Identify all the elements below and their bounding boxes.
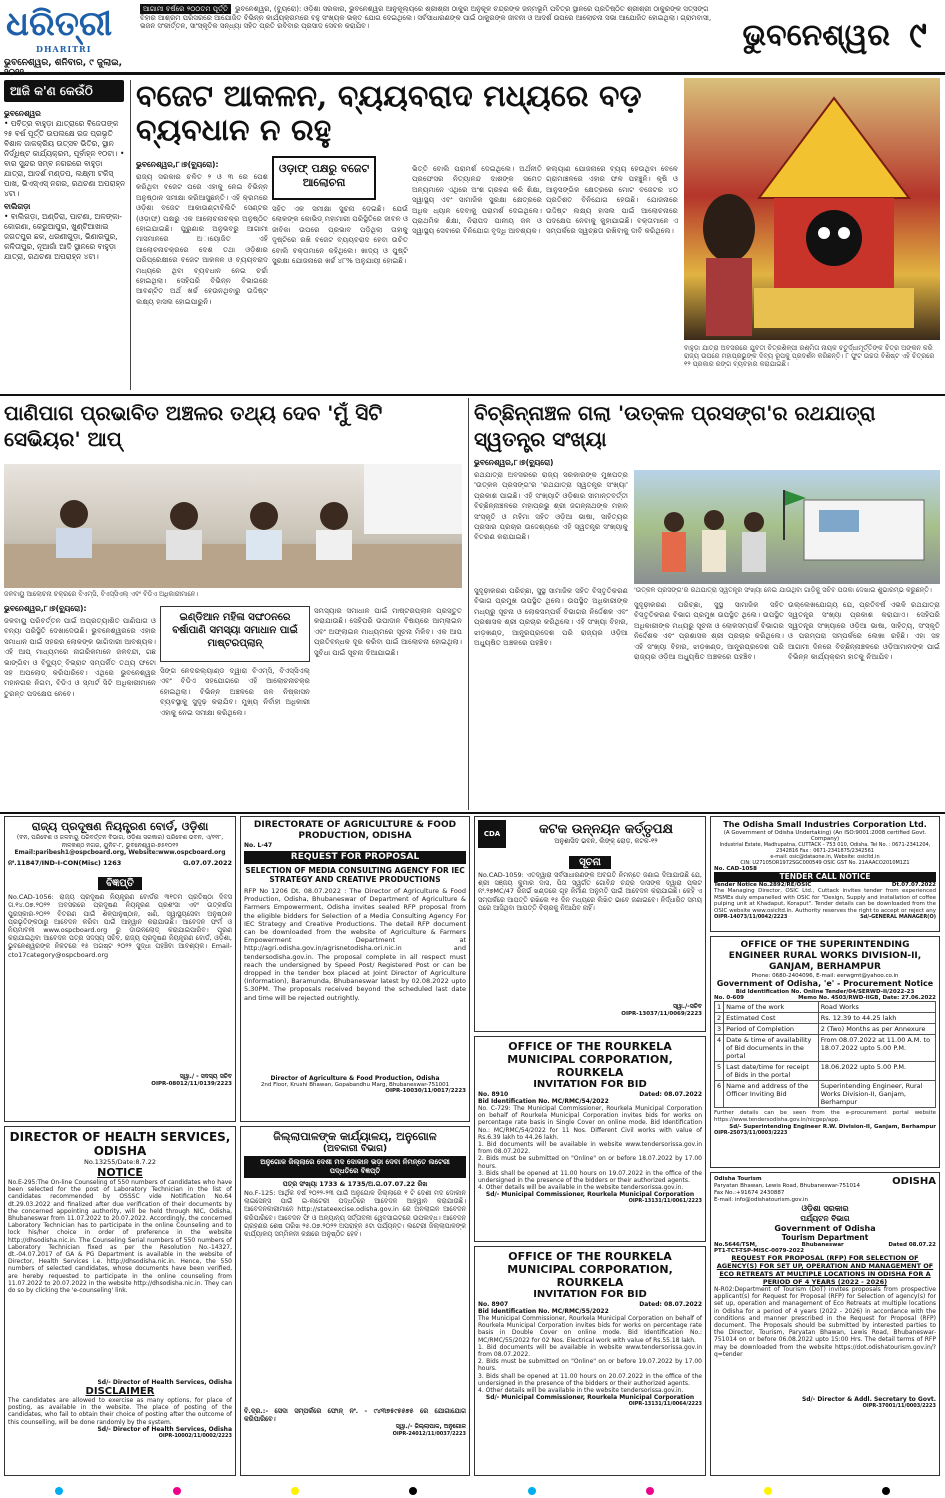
cda-logo: CDA — [478, 820, 506, 848]
osic-tender-no: Tender Notice No.2892/RE/OSIC — [714, 882, 812, 888]
masthead-rule — [0, 72, 945, 75]
story3-dateline: ଭୁବନେଶ୍ୱର,୮।୭(ବ୍ୟୁରୋ) — [474, 458, 554, 467]
flagoff-photo — [634, 470, 940, 584]
se-table-cell: Rs. 12.39 to 44.25 lakh — [818, 1013, 935, 1024]
osic-cin: CIN: U27105OR1972SGC000549 OSIC GST No. 21AAACO2010M1Z1 — [740, 860, 910, 866]
agri-bar: REQUEST FOR PROPOSAL — [244, 851, 466, 864]
ad-rourkela-1 — [474, 1036, 706, 1242]
rmc1-item: 4. Other details will be available in the website tendersorissa.gov.in. — [478, 1184, 684, 1192]
tourism-logo: ODISHA — [892, 1176, 936, 1187]
ospcb-address: (ବନ, ପରିବେଶ ଓ ଜଳବାୟୁ ପରିବର୍ତ୍ତନ ବିଭାଗ, ଓଡ଼ିଶା ସରକାର) ପରିବେଶ ଭବନ, ଏ/୧୧୮, ନୀଳକଣ୍ଠ ନଗର, ୟୁନିଟ-୮, ଭୁବନେଶ୍ୱର-୭୫୧୦୧୨ — [16, 834, 224, 849]
aaji-column — [4, 106, 126, 388]
aaji-city2-text: • ବାଲିଗଡ଼ା, ଅଣ୍ଡିରା, ପାଟଣା, ଅଳଙ୍କା-କୋରଣା, କେରୁଆପୁର, ଖୁଣ୍ଟିଆଖାଇ ଜଗତପୁର ଛକ, ଧରଣୀଗୁଡ଼ା, ଭିଣାରପୁର, କଳିତାପୁର, ନୂଆଗାଁ ଆଦି ସ୍ଥାନରେ ବାହୁଡ଼ା ଯାତ୍ରା, ରଥଚଣା ଅପରାହ୍ନ ୪ଟା। — [4, 212, 122, 261]
rmc1-oipr: OIPR-13131/11/0061/2223 — [628, 1198, 702, 1205]
story3-col1: ରଥଯାତ୍ରା ଅବସରରେ ରାଜ୍ୟ ସରକାରଙ୍କ ମୁଖପତ୍ର 'ଉତ୍କଳ ପ୍ରସଙ୍ଗ'ର 'ରଥଯାତ୍ରା ସ୍ୱତନ୍ତ୍ର ସଂଖ୍ୟା' ପ୍ରକାଶ ପାଇଛି। ଏହି ସଂଖ୍ୟାଟି ଓଡ଼ିଶାର ସୀମାନ୍ତବର୍ତ୍ତୀ ବିଚ୍ଛିନ୍ନାଞ୍ଚଳରେ ମହାପ୍ରଭୁ ଶ୍ରୀ ଜଗନ୍ନାଥଙ୍କ ମହାନ୍ ସଂସ୍କୃତି ଓ ମହିମା ସହିତ ଓଡ଼ିଆ ଭାଷା, ସାହିତ୍ୟର ପ୍ରସାର ପ୍ରଚାର ଉଦ୍ଦେଶ୍ୟରେ ଏହି ସ୍ୱତନ୍ତ୍ର ସଂଖ୍ୟାକୁ ବିତରଣ କରାଯାଇଛି। — [474, 470, 628, 542]
reg-mark — [173, 1487, 181, 1495]
se-table-row — [715, 1002, 936, 1013]
reg-mark — [764, 1487, 772, 1495]
osic-no: No. CAD-1058 — [714, 866, 757, 872]
agri-oipr: OIPR-10030/11/0017/2223 — [385, 1088, 466, 1094]
logo-sub: DHARITRI — [36, 44, 92, 54]
tourism-odia-sub: ପର୍ଯ୍ୟଟନ ବିଭାଗ — [800, 1214, 850, 1223]
tourism-org: Odisha Tourism — [714, 1176, 762, 1182]
story2-body3: ସମସ୍ୟାର ସମାଧାନ ପାଇଁ ମାଷ୍ଟରପ୍ଲାନ ପ୍ରସ୍ତୁତ କରାଯାଉଛି। ସେହିପରି ଉପାଦାନ ବିଷୟରେ ଆମ୍‌ଲାଇନ ଏବଂ ଅଫ୍‌ଲାଇନ ମାଧ୍ୟମରେ ସୂଚନା ମିଳିବ। ଏକ ଆପ ପ୍ରତିବନ୍ଧକ ଦୂର କରିବା ପାଇଁ ଆଲୋଚନା ହୋଇଥିଲା। ସୁବିଧା ପାଇଁ ସୂଚନା ଦିଆଯାଇଛି। — [314, 606, 462, 657]
story2-dateline: ଭୁବନେଶ୍ୱର,୮।୭(ବ୍ୟୁରୋ): — [4, 604, 87, 613]
excise-oipr: OIPR-24012/11/0037/2223 — [392, 1431, 466, 1438]
rmc2-body: The Municipal Commissioner, Rourkela Municipal Corporation on behalf of Rourkela Municipal Corporation invites bids for works on percentage rate basis in Double Cover on online mode. Bid Identification No.: MC/RMC/55/2022 for 02 Nos. Electrical work with value of Rs.55.18 lakh. — [478, 1315, 702, 1344]
se-table-cell: Superintending Engineer, Rural Works Division-II, Ganjam, Berhampur — [818, 1081, 935, 1108]
rmc2-title: OFFICE OF THE ROURKELA MUNICIPAL CORPORATION, ROURKELA — [507, 1250, 673, 1289]
rmc1-item: 3. Bids shall be opened at 11.00 hours on 19.07.2022 in the office of the undersigned in the presence of the bidders or their authorized agents. — [478, 1169, 702, 1185]
rmc2-no: No. 8907 — [478, 1301, 509, 1308]
logo-text: ଧରିତ୍ରୀ — [6, 4, 113, 44]
agri-subtitle: SELECTION OF MEDIA CONSULTING AGENCY FOR IEC STRATEGY AND CREATIVE PRODUCTIONS — [245, 866, 465, 884]
ospcb-sign: ସ୍ୱା./ - ସଦସ୍ୟ ସଚିବ — [179, 1073, 232, 1081]
se-foot: Further details can be seen from the e-procurement portal website https://www.tendersodisha.gov.in/nicgep/app. — [714, 1110, 936, 1123]
se-bid-id: Bid Identification No. Online Tender/04/SERWD-II/2022-23 — [735, 989, 915, 995]
rmc1-no: No. 8910 — [478, 1091, 509, 1098]
meeting-illustration — [4, 464, 462, 588]
registration-marks — [0, 1484, 945, 1498]
se-table-cell: 1 — [715, 1002, 724, 1013]
aaji-city2: ବାଲିଗଡ଼ା — [4, 202, 31, 211]
ospcb-oipr: OIPR-08012/11/0139/2223 — [151, 1081, 232, 1088]
tourism-fax: Fax No.:+91674 2430887 — [714, 1190, 785, 1196]
cda-address: ଅନୁଶାସିଦ ଭବନ, ଲିଙ୍କ୍ ରୋଡ଼, କଟକ-୧୨ — [554, 837, 658, 845]
tourism-ref: PT1-TCT-TSP-MISC-0079-2022 — [714, 1248, 805, 1254]
se-table-row — [715, 1081, 936, 1108]
ad-health-services — [4, 1126, 236, 1476]
se-sign: Sd/- Superintending Engineer R.W. Division-II, Ganjam, Berhampur — [729, 1124, 936, 1130]
ospcb-title: ରାଜ୍ୟ ପ୍ରଦୂଷଣ ନିୟନ୍ତ୍ରଣ ବୋର୍ଡ, ଓଡ଼ିଶା — [31, 820, 209, 833]
lead-col4: କଲ୍ୟାଣ ଯୋଜନାରେ ବ୍ୟୟ ହେଉଥିବା ବେଳେ ଗ୍ରାମାଞ୍ଚଳରେ ଏହାର ଫଳ ପହଞ୍ଚୁନି। କୃଷି ଓ ଆନୁସଙ୍ଗିକ କ୍ଷେତ୍ରରେ ମୋଟ ବଜେଟର ୪୦ ପ୍ରତିଶତ ବିନିଯୋଗ ହେଉଛି। ଯୋଜନାରେ ଉଦ୍ଦିଷ୍ଟ ଲକ୍ଷ୍ୟ ହାସଲ ପାଇଁ ଆଲୋଚନାରେ ପଦକ୍ଷେପ ନେବାକୁ କୁହାଯାଇଛି। ବକ୍ତାମାନେ ଏ ସମ୍ପର୍କରେ ସ୍ୱଚ୍ଛତା ରଖିବାକୁ ଦାବି କରିଥିଲେ। — [546, 164, 678, 236]
ad-rourkela-2 — [474, 1246, 706, 1476]
se-bar: Government of Odisha, 'e' - Procurement Notice — [716, 979, 934, 988]
ospcb-ref: ନଂ.11847/IND-I-CON(Misc) 1263 — [8, 859, 122, 868]
story2-body: ଜଳବାୟୁ ପରିବର୍ତ୍ତନ ପାଇଁ ଅପ୍ରତ୍ୟାଶିତ ପାଣିପାଗ ଓ ବନ୍ୟା ପରିସ୍ଥିତି ଦେଖାଦେଉଛି। ଭୁବନେଶ୍ୱରରେ ଏହାର ସମାଧାନ ପାଇଁ ସହରର ଲୋକଙ୍କ ଭାଗିଦାରୀ ଆବଶ୍ୟକ। ଏହି ଆପ୍ ମାଧ୍ୟମରେ ନାଗରିକମାନେ ଜଳବନ୍ଦୀ, ଗଛ ଭାଙ୍ଗିବା ଓ ବିଦ୍ୟୁତ୍ ବିଭ୍ରାଟ ସମ୍ପର୍କିତ ତଥ୍ୟ ଫଟୋ ସହ ଅପଲୋଡ୍ କରିପାରିବେ। ଏଥିରେ ଭୁବନେଶ୍ୱର ମହାନଗର ନିଗମ, ବିଡିଏ ଓ ସ୍ମାର୍ଟ ସିଟି ଅଧିକାରୀମାନେ ତୁରନ୍ତ ପଦକ୍ଷେପ ନେବେ। — [4, 616, 156, 698]
ad-ospcb — [4, 816, 236, 1122]
rathajatra-painting-photo — [684, 78, 940, 340]
rmc2-item: 1. Bid documents will be available in website www.tendersorissa.gov.in from 08.07.2022. — [478, 1343, 702, 1359]
divider — [0, 394, 945, 396]
tourism-en-title: Government of Odisha — [774, 1224, 876, 1233]
agri-sign: Director of Agriculture & Food Production, Odisha — [270, 1075, 440, 1082]
se-table-cell: 5 — [715, 1062, 724, 1081]
rmc2-item: 2. Bids must be submitted on "Online" on or before 19.07.2022 by 17.00 hours. — [478, 1358, 702, 1373]
osic-bar: TENDER CALL NOTICE — [714, 872, 936, 882]
se-table-row — [715, 1013, 936, 1024]
story3-col3: ଉଲ୍ଲେଖଯୋଗ୍ୟ ଯେ, ପ୍ରତିବର୍ଷ ଏଭଳି ରଥଯାତ୍ରା ସ୍ୱତନ୍ତ୍ର ସଂଖ୍ୟା ପ୍ରକାଶ କରାଯାଏ। ସେହିପରି ସ୍ୱତନ୍ତ୍ର ସଂଖ୍ୟାରେ ଓଡ଼ିଆ ଭାଷା, ସାହିତ୍ୟ, ସଂସ୍କୃତି ଓ ପରମ୍ପରା ସମ୍ପର୍କରେ ଲେଖା ରହିଛି। ଏହା ସହ ଆଗାମୀ ଦିନରେ ବିଚ୍ଛିନ୍ନାଞ୍ଚଳରେ ଓଡ଼ିଆମାନଙ୍କ ପାଇଁ ବିଭିନ୍ନ କାର୍ଯ୍ୟକ୍ରମ ହାତକୁ ନିଆଯିବ। — [788, 600, 940, 662]
se-table-cell: 3 — [715, 1024, 724, 1035]
flagoff-illustration — [634, 470, 940, 584]
tourism-heading: REQUEST FOR PROPOSAL (RFP) FOR SELECTION OF AGENCY(S) FOR SET UP, OPERATION AND MANAGEMENT OF ECO RETREATS AT MULTIPLE LOCATIONS IN ODISHA FOR A PERIOD OF 4 YEARS (2022 - 2026) — [716, 1254, 934, 1286]
cda-title: କଟକ ଉନ୍ନୟନ କର୍ତ୍ତୃପକ୍ଷ — [538, 822, 674, 837]
se-table-cell: 2 (Two) Months as per Annexure — [818, 1024, 935, 1035]
rmc2-item: 3. Bids shall be opened at 11.00 hours on 20.07.2022 in the office of the undersigned in the presence of the bidders or their authorized agents. — [478, 1372, 702, 1387]
strip-tag: ଆଗାମୀ ବର୍ଷରେ ୨୦୦ତମ ପୂର୍ତ୍ତି — [140, 4, 231, 14]
divider — [0, 812, 945, 814]
se-table-row — [715, 1035, 936, 1062]
se-table-cell: Estimated Cost — [724, 1013, 819, 1024]
excise-ref: ପତ୍ର ସଂଖ୍ୟା 1733 & 1735/ଅ.ଗ.07.07.22 ରିଖ — [282, 1180, 428, 1188]
ad-tourism — [710, 1172, 940, 1476]
rmc1-sign: Sd/- Municipal Commissioner, Rourkela Municipal Corporation — [485, 1191, 695, 1199]
se-table-row — [715, 1024, 936, 1035]
reg-mark — [409, 1487, 417, 1495]
reg-mark — [291, 1487, 299, 1495]
painting-caption: ବାହୁଡ଼ା ଯାତ୍ରା ଅବସରରେ ଯୁବତୀ ଚିତ୍ରଶିଳ୍ପୀ ରଶ୍ମିତା ନାୟକ ଚତୁର୍ଦ୍ଧାମୂର୍ତ୍ତିଙ୍କ ଚିତ୍ର ଅଙ୍କନ କରି ରାଜ୍ୟ ଉପରେ ମହାପ୍ରଭୁଙ୍କ ଦିବ୍ୟ ରୂପକୁ ପ୍ରଦର୍ଶନ କରିଛନ୍ତି। ୮ ଫୁଟ ଉଚ୍ଚତା ବିଶିଷ୍ଟ ଏହି ଚିତ୍ରରେ ୧୨ ପ୍ରକାର ରଙ୍ଗ ବ୍ୟବହାର କରାଯାଇଛି। — [684, 344, 935, 368]
reg-mark — [882, 1487, 890, 1495]
tourism-place: Bhubaneswar — [801, 1242, 844, 1248]
tourism-address: Paryatan Bhawan, Lewis Road, Bhubaneswar-751014 — [714, 1183, 860, 1189]
lead-col1: ରାଜ୍ୟ ସରକାର ଚଳିତ ୨ ଓ ୩ ରେ ପେଶ କରିଥିବା ବଜେଟ ପରେ ଏହାକୁ ନେଇ ବିଭିନ୍ନ ଅନୁଷ୍ଠାନ ସମୀକ୍ଷା କରିଆସୁଛନ୍ତି। ଏହି କ୍ରମରେ ଓଡ଼ିଶା ବଜେଟ ଆକାଉଣ୍ଟାବିଲିଟି ସେଣ୍ଟର (ଓଡ଼ାଫ୍) ପକ୍ଷରୁ ଏକ ଆଲୋଚନାଚକ୍ର ଅନୁଷ୍ଠିତ ହୋଇଯାଇଛି। ପୁରୁଣାର ଅନୁଭବରୁ ଆଗାମୀ ମାସମାନରେ ଅାୟୋଜିତ ଏହି ଆଲୋଚନାଚକ୍ରରେ ଦେଶ ତଥା ଓଡ଼ିଶାର ପରିପ୍ରେକ୍ଷୀରେ ବଜେଟ ଆକଳନ ଓ ବ୍ୟୟବରାଦ ମଧ୍ୟରେ ଥିବା ବ୍ୟବଧାନ ନେଇ ଚର୍ଚ୍ଚା ହୋଇଥିଲା। ସେହିପରି ବିଭିନ୍ନ ବିଭାଗରେ ଆବଣ୍ଟିତ ଅର୍ଥ ଖର୍ଚ୍ଚ ହେଉନଥିବାରୁ ଉଦ୍ଦିଷ୍ଟ ଲକ୍ଷ୍ୟ ହାସଲ ହୋଇପାରୁନି। — [136, 172, 268, 306]
dhs-title: DIRECTOR OF HEALTH SERVICES, ODISHA — [9, 1130, 231, 1158]
agri-title: DIRECTORATE OF AGRICULTURE & FOOD PRODUCTION, ODISHA — [253, 820, 457, 841]
se-memo: Memo No. 4503/RWD-IIGB, Date: 27.06.2022 — [798, 995, 936, 1001]
osic-title: The Odisha Small Industries Corporation Ltd. — [723, 820, 927, 829]
rmc1-item: 1. Bid documents will be available in website www.tendersorissa.gov.in from 08.07.2022. — [478, 1141, 702, 1156]
page-number: ୯ — [909, 15, 927, 56]
se-no: No. 0-609 — [714, 995, 744, 1001]
excise-body: No.F-125: ଆର୍ଥିକ ବର୍ଷ ୨୦୨୨-୨୩ ପାଇଁ ଅନୁଗୋଳ ଜିଲ୍ଲାରେ ୧ ଟି ଦେଶୀ ମଦ ଦୋକାନ ଲାଇସେନ୍ସ ପାଇଁ ଇ-ଲଟେରୀ ପଦ୍ଧତିରେ ଆବେଦନ ଆହ୍ୱାନ କରାଯାଉଛି। ଆବେଦନକାରୀମାନେ http://stateexcise.odisha.gov.in ରେ ଅନଲାଇନ ଆବେଦନ କରିପାରିବେ। ଆବେଦନ ଫି ଓ ଅନ୍ୟାନ୍ୟ ସର୍ତ୍ତାବଳୀ ୱେବସାଇଟରେ ଉପଲବ୍ଧ। ଆବେଦନ ଗ୍ରହଣର ଶେଷ ତାରିଖ ୨୫.୦୭.୨୦୨୨ ଅପରାହ୍ନ ୫ଟା ପର୍ଯ୍ୟନ୍ତ। ଲଟେରୀ ଜିଲ୍ଲାପାଳଙ୍କ କାର୍ଯ୍ୟାଳୟ ସମ୍ମିଳନୀ କକ୍ଷରେ ଅନୁଷ୍ଠିତ ହେବ। — [244, 1189, 466, 1239]
tourism-oipr: OIPR-37001/11/0003/2223 — [862, 1403, 936, 1409]
aaji-city1: ଭୁବନେଶ୍ୱର — [4, 109, 41, 118]
osic-tender-date: Dt.07.07.2022 — [891, 882, 936, 888]
rmc2-item: 4. Other details will be available in the website tendersorissa.gov.in. — [478, 1387, 684, 1395]
top-strip — [140, 4, 720, 68]
dhs-ref: No.13255/Date:8.7.22 — [83, 1158, 157, 1166]
meeting-photo — [4, 464, 462, 588]
se-table-cell: 6 — [715, 1081, 724, 1108]
cda-sign: ସ୍ୱା./-ସଚିବ — [672, 1003, 702, 1010]
rmc1-bid-id: Bid Identification No. MC/RMC/54/2022 — [478, 1098, 609, 1105]
story3-photo-caption: 'ଉତ୍କଳ ପ୍ରସଙ୍ଗ'ର ରଥଯାତ୍ରା ସ୍ୱତନ୍ତ୍ର ସଂଖ୍ୟା ନେଇ ଯାଉଥିବା ଗାଡ଼ିକୁ ସଚିବ ପତାକା ଦେଖାଇ ଶୁଭାରମ୍ଭ କରୁଛନ୍ତି। — [634, 586, 932, 594]
se-table-cell: 18.06.2022 upto 5.00 P.M. — [818, 1062, 935, 1081]
osic-address: Industrial Estate, Madhupatna, CUTTACK - 753 010, Odisha. Tel No. : 0671-2341204, 2342816 Fax : 0671-2341875/2342561 — [719, 842, 931, 854]
lead-col3: ଭିତ୍ତି ବୋଲି ପରାମର୍ଶ ଦେଇଥିଲେ। ଅର୍ଥନୀତି ପ୍ରଫେସର ନିତ୍ୟାନନ୍ଦ ଦାଶଙ୍କ ସମେତ ଅନ୍ୟମାନେ ଏଥିରେ ଅଂଶ ଗ୍ରହଣ କରି ଶିକ୍ଷା, ସ୍ୱାସ୍ଥ୍ୟ ଏବଂ ସାମାଜିକ ସୁରକ୍ଷା କ୍ଷେତ୍ରରେ ଅଧିକ ଧ୍ୟାନ ଦେବାକୁ ପରାମର୍ଶ ଦେଇଥିଲେ। ପ୍ରାଥମିକ ଶିକ୍ଷା, ନିରାପଦ ପାନୀୟ ଜଳ ଓ ସ୍ୱାସ୍ଥ୍ୟ ସେବାରେ ବିନିଯୋଗ ବୃଦ୍ଧି ଆବଶ୍ୟକ। — [412, 164, 542, 236]
rmc1-body: No. C-729: The Municipal Commissioner, Rourkela Municipal Corporation on behalf of Rourkela Municipal Corporation invites bids for works on percentage rate basis in Single Cover on online mode. Bid Identification No.: MC/RMC/54/2022 for 11 Nos. Different Civil works with value of Rs.6.39 lakh to 44.26 lakh. — [478, 1105, 702, 1141]
osic-sign: Sd/-GENERAL MANAGER(O) — [860, 914, 936, 920]
lead-col2: ସହିତ ଏକ ସମୀକ୍ଷା ସୁଚନା ଦେଇଛି। ଯେଉଁ ଲୋକଙ୍କ କୋଭିଡ୍ ମହାମାରୀ ପରିସ୍ଥିତିରେ ଜୀବନ ଓ ଜୀବିକା ଉପରେ ପ୍ରଭାବ ପଡ଼ିଥିଲା ତାହାକୁ ଦୃଷ୍ଟିରେ ରଖି ବଜେଟ ବ୍ୟୟବରାଦ ହେବା ଉଚିତ ବୋଲି ବକ୍ତାମାନେ କହିଥିଲେ। ଖାଦ୍ୟ ଓ ପୁଷ୍ଟି ସୁରକ୍ଷା ଯୋଜନାରେ ଖର୍ଚ୍ଚ ୪୮% ଅନୁଯାୟୀ ହୋଇଛି। — [272, 204, 408, 266]
ospcb-heading: ବିଜ୍ଞପ୍ତି — [98, 877, 142, 890]
tourism-body: N-R02:Department of Tourism (DoT) invites proposals from prospective applicant(s) for Request for Proposal (RFP) for Selection of agency(s) for set up, operation and management of Eco Retreats at multiple locations in Odisha for a period of 4 years (2022 - 2026) in accordance with the conditions and manner prescribed in the Request for Proposal (RFP) document. The Proposals should be submitted by interested parties to the Director, Tourism, Paryatan Bhawan, Lewis Road, Bhubaneswar-751014 on or before 06.08.2022 upto 15:00 Hrs. The detail terms of RFP may be downloaded from the website https://dot.odishatourism.gov.in/?q=tender — [714, 1286, 936, 1358]
agri-body: RFP No 1206 Dt. 08.07.2022 : The Director of Agriculture & Food Production, Odisha, Bhubaneswar of Department of Agriculture & Farmers Empowerment, Odisha invites sealed RFP proposal from the eligible bidders for Selection of a Media Consulting Agency For IEC Strategy and Creative Productions. The detail RFP document can be downloaded from the website of Agriculture & Farmers Empowerment Department at http://agri.odisha.gov.in/agrisnetodisha.ori.nic.in and tendersodisha.gov.in. The proposal complete in all respect must reach the undersigned by Speed Post/ Registered Post or can be dropped in the tender box placed at Joint Director of Agriculture (Information), Baramunda, Bhubaneswar latest by 02.08.2022 upto 5.30PM. The proposals received beyond the scheduled last date and time will be rejected outrightly. — [244, 887, 466, 1002]
rmc1-date: Dated: 08.07.2022 — [639, 1091, 702, 1098]
painting-illustration — [684, 78, 940, 340]
ad-superintending-engineer — [710, 936, 940, 1168]
dhs-sign1: Sd/- Director of Health Services, Odisha — [97, 1379, 232, 1386]
aaji-heading: ଆଜି କ'ଣ କେଉଁଠି — [4, 80, 124, 102]
rmc1-bar: INVITATION FOR BID — [533, 1079, 647, 1090]
agri-no: No. L-47 — [244, 842, 273, 849]
rmc2-bar: INVITATION FOR BID — [533, 1289, 647, 1300]
dhs-disclaimer-heading: DISCLAIMER — [85, 1386, 155, 1397]
story2-body2: ସିଙ୍ଗ ନେଦରଲ୍ୟାଣ୍ଡ ଦ୍ୱାରା ବିଏମ୍‌ସି, ବିଏସ୍‌ସିଏଲ୍ ଏବଂ ବିଡିଏ ସହଯୋଗରେ ଏହି ଆଲୋଚନାଚକ୍ର ହୋଇଥିଲା। ବିଭିନ୍ନ ଅଞ୍ଚଳରେ ଜଳ ନିଷ୍କାସନ ବ୍ୟବସ୍ଥାକୁ ସୁଦୃଢ଼ କରାଯିବ। ମୁଖ୍ୟ ନିର୍ବାହୀ ଅଧିକାରୀ ଏହାକୁ ନେଇ ସମୀକ୍ଷା କରିଥିଲେ। — [160, 666, 310, 717]
story3-col2b: ସୁଦୃଢ଼ୀକରଣ ପରିଚ୍ଛା, ସୁସ୍ଥ ସାମାଜିକ ସହିତ ବିସ୍ତୃତିକରଣ ବିଭାଗ ପ୍ରମୁଖ ଉପସ୍ଥିତ ଥିଲେ। ଉପସ୍ଥିତ ଅଧିକାରୀଙ୍କ ମଧ୍ୟରୁ ସୂଚନା ଓ ଲୋକସମ୍ପର୍କ ବିଭାଗର ନିର୍ଦ୍ଦେଶକ ଏବଂ ପ୍ରଶାସକ ଶ୍ରୀ ପ୍ରଚାର କରିଥିଲେ। ଏହି ସଂଖ୍ୟା ବିହାର, ଝାଡ଼ଖଣ୍ଡ, ଆନ୍ଧ୍ରପ୍ରଦେଶ ପରି ରାଜ୍ୟର ଓଡ଼ିଆ ଅଧ୍ୟୁଷିତ ଅଞ୍ଚଳରେ ପହଞ୍ଚିବ। — [634, 600, 784, 662]
divider — [130, 80, 131, 390]
excise-title: ଜିଲ୍ଲାପାଳଙ୍କ କାର୍ଯ୍ୟାଳୟ, ଅନୁଗୋଳ — [273, 1130, 437, 1143]
tourism-sign: Sd/- Director & Addl. Secretary to Govt. — [801, 1396, 936, 1403]
se-oipr: OIPR-25073/11/0003/2223 — [714, 1130, 788, 1136]
reg-mark — [55, 1487, 63, 1495]
se-table — [714, 1001, 936, 1108]
tourism-no: No.5646/TSM, — [714, 1242, 758, 1248]
osic-subtitle: (A Government of Odisha Undertaking) (An ISO:9001:2008 certified Govt. Company) — [723, 830, 927, 842]
rmc2-date: Dated: 08.07.2022 — [639, 1301, 702, 1308]
dhs-heading: NOTICE — [97, 1166, 143, 1179]
se-table-cell: 4 — [715, 1035, 724, 1062]
osic-email: e-mail: osic@dataone.in, Website: osicltd.in — [770, 854, 880, 860]
story2-photo-caption: ଜଳବାୟୁ ଆଲୋଚନା ଚକ୍ରରେ ବିଏମ୍‌ସି, ବିଏସ୍‌ସିଏଲ୍ ଏବଂ ବିଡିଏ ଅଧିକାରୀମାନେ। — [4, 590, 199, 598]
rmc2-oipr: OIPR-13131/11/0064/2223 — [628, 1401, 702, 1408]
masthead-logo — [6, 4, 136, 56]
reg-mark — [646, 1487, 654, 1495]
tourism-en-sub: Tourism Department — [781, 1233, 869, 1242]
excise-note: ବି.ଦ୍ର.:- ସେଦା ସମ୍ପର୍କରେ ଫୋନ୍ ନଂ. - ୯୪୩୭୫୯୫୫୭୫ ରେ ଯୋଗାଯୋଗ କରିପାରିବେ। — [244, 1407, 466, 1424]
se-table-cell: Last date/time for receipt of Bids in the portal — [724, 1062, 819, 1081]
agri-address: 2nd Floor, Krushi Bhawan, Gopabandhu Marg, Bhubaneswar-751001 — [260, 1082, 450, 1088]
strip-text: ଭୁବନେଶ୍ୱର, (ବ୍ୟୁରୋ): ଓଡ଼ିଶା ସରକାର, ଭୁବନେଶ୍ୱର ଆନୁକୂଲ୍ୟରେ ଶ୍ରୀଶ୍ରୀ ଠାକୁର ଅନୁକୂଳ ଚନ୍ଦ୍ରଙ୍କ ଜନ୍ମଭୂମି ପବିତ୍ର ସ୍ଥାନରେ ପ୍ରତିଷ୍ଠିତ ଶ୍ରୀଶ୍ରୀ ଠାକୁରଙ୍କ ସତ୍ସଙ୍ଗ ବିହାର ଆଶ୍ରମ ପରିସରରେ ଆଯୋଜିତ ବିଭିନ୍ନ କାର୍ଯ୍ୟକ୍ରମରେ ବହୁ ସଂଖ୍ୟକ ଭକ୍ତ ଯୋଗ ଦେଇଥିଲେ। ସର୍ବସାଧାରଣଙ୍କ ପାଇଁ ଠାକୁରଙ୍କ ଜୀବନୀ ଓ ଆଦର୍ଶ ଉପରେ ଆଲୋଚନା ସଭା ଆଯୋଜିତ ହୋଇଥିଲା। ଗ୍ରାମବାସୀ, ଭଜନ ସଂକୀର୍ତ୍ତନ, ସାଂସ୍କୃତିକ ସନ୍ଧ୍ୟା ସହିତ ପ୍ରତି ରବିବାର ପ୍ରସାଦ ସେବନ କରାଯିବ। — [140, 5, 712, 31]
se-phone: Phone: 0680-2404096, E-mail: eerwgmt@yahoo.co.in — [751, 973, 899, 979]
story2-headline: ପାଣିପାଗ ପ୍ରଭାବିତ ଅଞ୍ଚଳର ତଥ୍ୟ ଦେବ 'ମୁଁ ସିଟି ସେଭିୟର' ଆପ୍ — [4, 401, 383, 451]
osic-body: The Managing Director, OSIC Ltd., Cuttack invites tender from experienced MSMEs duly empanelled with OSIC for "Design, Supply and installation of coffee pulping unit at Khadaput, Koraput". Tender details can be downloaded from the OSIC website www.osicltd.in. Authority reserves the right to accept or reject any — [714, 888, 936, 914]
excise-sign: ସ୍ୱା./- ଜିଲ୍ଲାପାଳ, ଅନୁଗୋଳ — [395, 1423, 466, 1431]
rmc2-bid-id: Bid Identification No. MC/RMC/55/2022 — [478, 1308, 609, 1315]
ad-osic — [710, 816, 940, 932]
rmc1-title: OFFICE OF THE ROURKELA MUNICIPAL CORPORATION, ROURKELA — [507, 1040, 673, 1079]
excise-subtitle: (ଅବକାରୀ ବିଭାଗ) — [322, 1144, 388, 1154]
se-table-cell: Date & time of availability of Bid documents in the portal — [724, 1035, 819, 1062]
dhs-body: No.E-295:The On-line Counseling of 550 numbers of candidates who have been selected for the post of Laboratory Technician in the list of candidates recommended by OSSSC vide Notification No.64 dt.29.03.2022 and finalized after due verification of their documents by the concerned appointing authority, will be held through NIC, Odisha, Bhubaneswar from 11.07.2022 to 20.07.2022. Accordingly, the concerned Laboratory Technician has to participate in the online Counseling and to lock his/her choice in order of preference in the website http://dhsodisha.nic.in. The Counseling Serial numbers of 550 numbers of Laboratory Technician fixed as per the Resolution No.-14327, dt.-04.07.2017 of GA & PG Department is available in the website of Director, Health Services i.e. http://dhsodisha.nic.in. Hence, the 550 numbers of selected candidates, whose documents have been verified, are hereby requested to participate in the online counseling from 11.07.2022 to 20.07.2022 in the website http://dhsodisha.nic.in. They can do so by clicking the 'e-counseling' link. — [8, 1179, 232, 1295]
ospcb-body: No.CAD-1056: ରାଜ୍ୟ ପ୍ରଦୂଷଣ ନିୟନ୍ତ୍ରଣ ବୋର୍ଡର ୩୧ତମ ପ୍ରତିଷ୍ଠା ଦିବସ ତା.୧୪.୦୭.୨୦୨୨ ଅବସରରେ ପ୍ରଦୂଷଣ ନିୟନ୍ତ୍ରଣ ପ୍ରଶଂସା ଏବଂ ଉତ୍କର୍ଷତା ପୁରସ୍କାର-୨୦୨୨ ବିତରଣ ପାଇଁ ଶିଳ୍ପାନୁଷ୍ଠାନ, ଖଣି, ସ୍ୱାସ୍ଥ୍ୟସେବା ଅନୁଷ୍ଠାନ ପ୍ରଭୃତିଙ୍କଠାରୁ ଆବେଦନ କରିବା ପାଇଁ ଆହ୍ୱାନ କରାଯାଉଛି। ଆବେଦନ ଫର୍ମ ଓ ନିୟମାବଳୀ www.ospcboard.org ରୁ ଡାଉନଲୋଡ୍ କରାଯାଇପାରିବ। ପୂରଣ କରାଯାଇଥିବା ଆବେଦନ ପତ୍ର ସଦସ୍ୟ ସଚିବ, ରାଜ୍ୟ ପ୍ରଦୂଷଣ ନିୟନ୍ତ୍ରଣ ବୋର୍ଡ, ଓଡ଼ିଶା, ଭୁବନେଶ୍ୱରଙ୍କ ନିକଟରେ ୧୫ ଅଗଷ୍ଟ ୨୦୨୨ ସୁଦ୍ଧା ପହଞ୍ଚିବା ଆବଶ୍ୟକ। Email- cto17category@ospcboard.org — [8, 893, 232, 959]
ospcb-ref-date: ତା.07.07.2022 — [183, 859, 232, 868]
cda-oipr: OIPR-13037/11/0069/2223 — [621, 1011, 702, 1017]
se-table-cell: Name and address of the Officer Inviting Bid — [724, 1081, 819, 1108]
ospcb-email: Email:paribesh1@ospcboard.org, Website:www.ospcboard.org — [14, 849, 226, 856]
section-title: ଭୁବନେଶ୍ୱର — [742, 18, 890, 53]
lead-subbox: ଓଡ଼ାଫ୍ ପକ୍ଷରୁ ବଜେଟ ଆଲୋଚନା — [272, 156, 376, 200]
cda-heading: ସୂଚନା — [569, 856, 611, 869]
se-title: OFFICE OF THE SUPERINTENDING ENGINEER RURAL WORKS DIVISION-II, GANJAM, BERHAMPUR — [728, 940, 922, 972]
rmc2-sign: Sd/- Municipal Commissioner, Rourkela Municipal Corporation — [485, 1394, 695, 1402]
se-table-cell: From 08.07.2022 at 11.00 A.M. to 18.07.2022 upto 5.00 P.M. — [818, 1035, 935, 1062]
story3-headline: ବିଚ୍ଛିନ୍ନାଞ୍ଚଳ ଗଲା 'ଉତ୍କଳ ପ୍ରସଙ୍ଗ'ର ରଥଯାତ୍ରା ସ୍ୱତନ୍ତ୍ର ସଂଖ୍ୟା — [474, 401, 876, 451]
osic-oipr: OIPR-14073/11/0042/2223 — [714, 914, 788, 920]
dhs-disclaimer-body: The candidates are allowed to exercise as many options, for place of posting, as available in the website. The place of posting of the candidates, who fail to obtain their choice of posting after the outcome of this counselling, will be done randomly by the system. — [8, 1397, 232, 1426]
se-table-cell: Name of the work — [724, 1002, 819, 1013]
reg-mark — [528, 1487, 536, 1495]
lead-dateline: ଭୁବନେଶ୍ୱର,୮।୭(ବ୍ୟୁରୋ): — [136, 160, 219, 169]
story2-boxed-title: ଇଣ୍ଡିଆନ ମହିଳା ସଙ୍ଘଠନରେ ବର୍ଷାପାଣି ସମସ୍ୟା ସମାଧାନ ପାଇଁ ମାଷ୍ଟରପ୍ଲାନ୍ — [160, 606, 310, 662]
divider — [468, 398, 469, 810]
excise-bar: ଅନୁଗୋଳ ଜିଲ୍ଲାରେ ଦେଶୀ ମଦ ଦୋକାନ ଭଡ଼ା ଦେବା ନିମନ୍ତେ ଲଟେରୀ ପଦ୍ଧତିରେ ବିଜ୍ଞପ୍ତି — [244, 1156, 466, 1178]
ad-cda — [474, 816, 706, 1032]
se-table-cell: Period of Completion — [724, 1024, 819, 1035]
story3-col2: ସୁଦୃଢ଼ୀକରଣ ପରିଚ୍ଛା, ସୁସ୍ଥ ସାମାଜିକ ସହିତ ବିସ୍ତୃତିକରଣ ବିଭାଗ ପ୍ରମୁଖ ଉପସ୍ଥିତ ଥିଲେ। ଉପସ୍ଥିତ ଅଧିକାରୀଙ୍କ ମଧ୍ୟରୁ ସୂଚନା ଓ ଲୋକସମ୍ପର୍କ ବିଭାଗର ନିର୍ଦ୍ଦେଶକ ଏବଂ ପ୍ରଶାସକ ଶ୍ରୀ ପ୍ରଚାର କରିଥିଲେ। ଏହି ସଂଖ୍ୟା ବିହାର, ଝାଡ଼ଖଣ୍ଡ, ଆନ୍ଧ୍ରପ୍ରଦେଶ ପରି ରାଜ୍ୟର ଓଡ଼ିଆ ଅଧ୍ୟୁଷିତ ଅଞ୍ଚଳରେ ପହଞ୍ଚିବ। — [474, 586, 628, 648]
rmc1-item: 2. Bids must be submitted on "Online" on or before 18.07.2022 by 17.00 hours. — [478, 1155, 702, 1170]
ad-agriculture — [240, 816, 470, 1122]
se-table-cell: 2 — [715, 1013, 724, 1024]
cda-body: No.CAD-1059: ଏତଦ୍ୱାରା ସର୍ବସାଧାରଣଙ୍କ ଅବଗତି ନିମନ୍ତେ ଜଣାଇ ଦିଆଯାଉଛି ଯେ, ଶ୍ରୀ ସଞ୍ଜୟ କୁମାର ଦାସ, ପିତା ସ୍ୱର୍ଗତ ଗୋବିନ୍ଦ ଚନ୍ଦ୍ର ଦାସଙ୍କ ଦ୍ୱାରା ପ୍ଲଟ ନଂ.୨୭MC/47 ରିଜର୍ଭ ଖଣ୍ଡରେ ଗୃହ ନିର୍ମାଣ ଅନୁମତି ପାଇଁ ଆବେଦନ କରାଯାଇଛି। କେହି ଏ ସମ୍ପର୍କରେ ଆପତ୍ତି ରଖିଲେ ୧୫ ଦିନ ମଧ୍ୟରେ ଲିଖିତ ଭାବେ ଜଣାଇବେ। ନିର୍ଦ୍ଧାରିତ ସମୟ ପରେ ଆସିଥିବା ଆପତ୍ତି ବିଚାରକୁ ନିଆଯିବ ନାହିଁ। — [478, 871, 702, 912]
lead-headline: ବଜେଟ ଆକଳନ, ବ୍ୟୟବରାଦ ମଧ୍ୟରେ ବଡ଼ ବ୍ୟବଧାନ ନ ରହୁ — [136, 79, 642, 148]
tourism-date: Dated 08.07.22 — [888, 1242, 936, 1248]
tourism-email: E-mail: info@odishatourism.gov.in — [714, 1197, 808, 1203]
aaji-city1-text: • ପବିତ୍ର ବାହୁଡ଼ା ଯାତ୍ରାରେ ବିଜେତାଙ୍କ ୨୫ ବର୍ଷ ପୂର୍ତ୍ତି ଉପଲକ୍ଷେ ରଜ ପ୍ରଭୃତି ବିଶାଳ ଜାକକ୍ରିୟ ଉତ୍ସବ ଭିତିର, ସ୍ଥାନ ନିର୍ଦ୍ଧିଷ୍ଟ କାର୍ଯ୍ୟକ୍ରମ, ପୂର୍ବାହ୍ନ ୧୦ଟା। • ବାର ସୁନ୍ଦର ସମ୍ବ ନଗରରେ ବାହୁଡ଼ା ଯାତ୍ରା, ଆଦର୍ଶ ମଣ୍ଡପ, ଲକ୍ଷ୍ମୀ ଟକିସ୍ ପାଖ, ଭିଏସ୍ଏସ୍ ନଗର, ରଥଚଣା ଅପରାହ୍ନ ୪ଟା। — [4, 119, 126, 198]
dhs-oipr: OIPR-10002/11/0002/2223 — [158, 1432, 232, 1439]
se-table-row — [715, 1062, 936, 1081]
dhs-sign2: Sd/- Director of Health Services, Odisha — [97, 1425, 232, 1433]
tourism-odia-title: ଓଡ଼ିଶା ସରକାର — [801, 1204, 849, 1213]
masthead-date: ଭୁବନେଶ୍ୱର, ଶନିବାର, ୯ ଜୁଲାଇ, — [4, 58, 122, 68]
se-table-cell: Road Works — [818, 1002, 935, 1013]
ad-excise — [240, 1126, 470, 1476]
